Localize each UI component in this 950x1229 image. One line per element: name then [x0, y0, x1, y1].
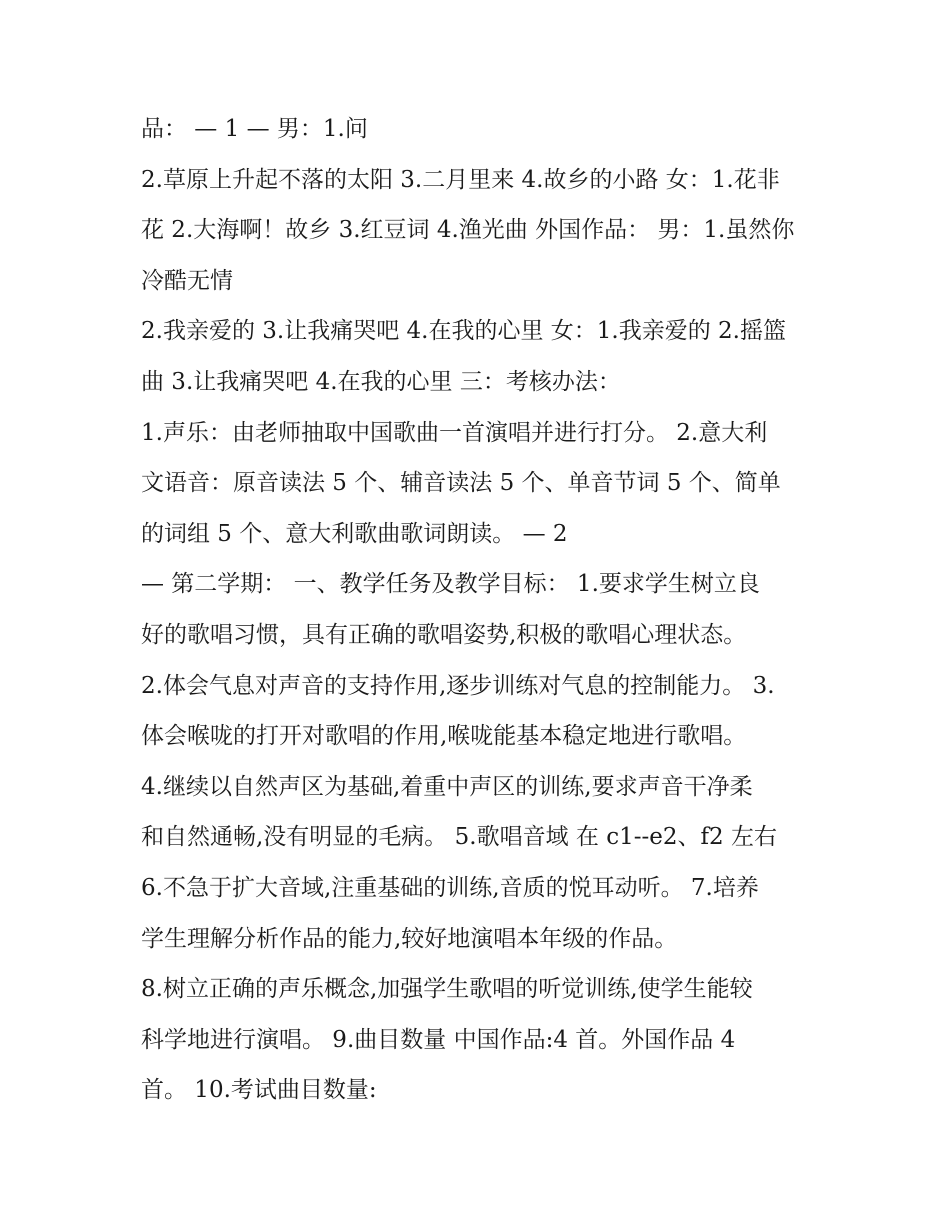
text-line: 体会喉咙的打开对歌唱的作用,喉咙能基本稳定地进行歌唱。: [141, 723, 747, 750]
text-line: 冷酷无情: [141, 267, 233, 294]
text-line: 花 2.大海啊！故乡 3.红豆词 4.渔光曲 外国作品： 男：1.虽然你: [141, 217, 795, 244]
text-line: 文语音：原音读法 5 个、辅音读法 5 个、单音节词 5 个、简单: [141, 470, 781, 497]
text-line: 的词组 5 个、意大利歌曲歌词朗读。 — 2: [141, 520, 568, 547]
text-line: — 第二学期： 一、教学任务及教学目标： 1.要求学生树立良: [141, 571, 760, 598]
text-line: 品： — 1 — 男：1.问: [141, 116, 368, 142]
text-line: 和自然通畅,没有明显的毛病。 5.歌唱音域 在 c1--e2、f2 左右: [141, 824, 777, 851]
text-line: 科学地进行演唱。 9.曲目数量 中国作品:4 首。外国作品 4: [141, 1026, 736, 1053]
text-line: 4.继续以自然声区为基础,着重中声区的训练,要求声音干净柔: [141, 773, 753, 800]
text-line: 好的歌唱习惯，具有正确的歌唱姿势,积极的歌唱心理状态。: [141, 621, 747, 648]
text-line: 1.声乐：由老师抽取中国歌曲一首演唱并进行打分。 2.意大利: [141, 419, 768, 446]
text-line: 2.体会气息对声音的支持作用,逐步训练对气息的控制能力。 3.: [141, 672, 775, 699]
text-line: 6.不急于扩大音域,注重基础的训练,音质的悦耳动听。 7.培养: [141, 874, 759, 901]
text-line: 8.树立正确的声乐概念,加强学生歌唱的听觉训练,使学生能较: [141, 976, 753, 1003]
text-line: 2.草原上升起不落的太阳 3.二月里来 4.故乡的小路 女：1.花非: [141, 166, 780, 193]
text-line: 学生理解分析作品的能力,较好地演唱本年级的作品。: [141, 925, 678, 952]
text-line: 曲 3.让我痛哭吧 4.在我的心里 三：考核办法：: [141, 368, 621, 395]
text-line: 首。 10.考试曲目数量:: [141, 1077, 377, 1104]
document-body: [141, 111, 821, 1123]
text-line: 2.我亲爱的 3.让我痛哭吧 4.在我的心里 女：1.我亲爱的 2.摇篮: [141, 318, 786, 345]
